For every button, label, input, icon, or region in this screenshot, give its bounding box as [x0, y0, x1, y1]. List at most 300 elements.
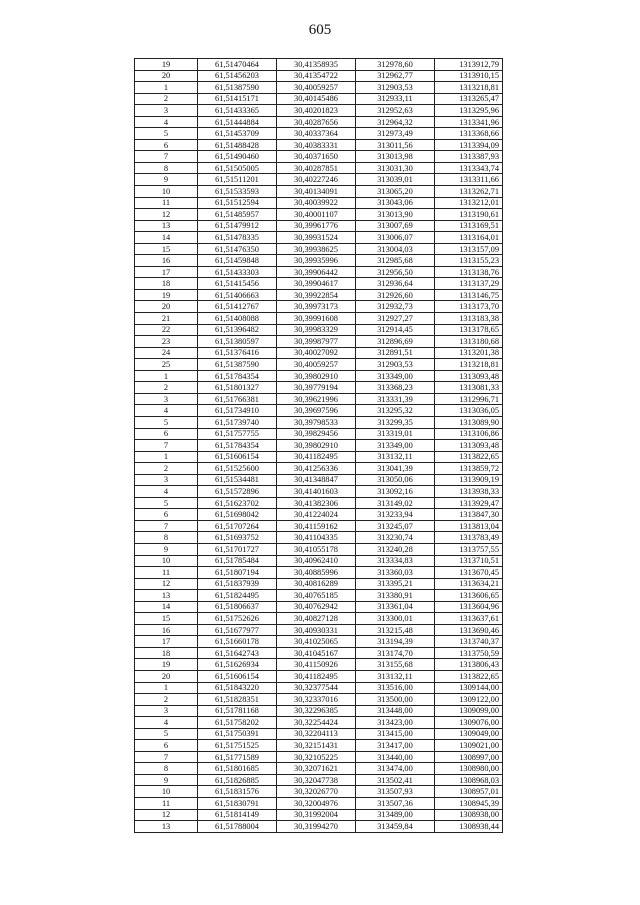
y-coordinate-cell: 1309144,00	[435, 682, 503, 694]
x-coordinate-cell: 313448,00	[356, 705, 435, 717]
y-coordinate-cell: 1313138,76	[435, 266, 503, 278]
latitude-cell: 61,51485957	[198, 209, 277, 221]
longitude-cell: 30,40027092	[277, 347, 356, 359]
latitude-cell: 61,51788004	[198, 821, 277, 833]
point-number-cell: 19	[135, 289, 198, 301]
longitude-cell: 30,40134091	[277, 186, 356, 198]
point-number-cell: 9	[135, 543, 198, 555]
latitude-cell: 61,51806637	[198, 601, 277, 613]
point-number-cell: 20	[135, 301, 198, 313]
x-coordinate-cell: 313300,01	[356, 613, 435, 625]
y-coordinate-cell: 1308938,44	[435, 821, 503, 833]
y-coordinate-cell: 1313201,38	[435, 347, 503, 359]
latitude-cell: 61,51412767	[198, 301, 277, 313]
longitude-cell: 30,41256336	[277, 463, 356, 475]
point-number-cell: 4	[135, 116, 198, 128]
point-number-cell: 4	[135, 717, 198, 729]
y-coordinate-cell: 1308938,00	[435, 809, 503, 821]
x-coordinate-cell: 313240,28	[356, 543, 435, 555]
x-coordinate-cell: 313132,11	[356, 670, 435, 682]
longitude-cell: 30,40145486	[277, 93, 356, 105]
latitude-cell: 61,51707264	[198, 520, 277, 532]
x-coordinate-cell: 312973,49	[356, 128, 435, 140]
x-coordinate-cell: 312926,60	[356, 289, 435, 301]
y-coordinate-cell: 1313343,74	[435, 162, 503, 174]
table-row	[135, 728, 503, 740]
x-coordinate-cell: 312964,32	[356, 116, 435, 128]
x-coordinate-cell: 313423,00	[356, 717, 435, 729]
y-coordinate-cell: 1313740,37	[435, 636, 503, 648]
table-row	[135, 590, 503, 602]
table-row	[135, 220, 503, 232]
x-coordinate-cell: 313500,00	[356, 694, 435, 706]
latitude-cell: 61,51693752	[198, 532, 277, 544]
latitude-cell: 61,51698042	[198, 509, 277, 521]
table-row	[135, 393, 503, 405]
y-coordinate-cell: 1308957,01	[435, 786, 503, 798]
point-number-cell: 16	[135, 624, 198, 636]
table-row	[135, 636, 503, 648]
longitude-cell: 30,41224024	[277, 509, 356, 521]
table-row	[135, 139, 503, 151]
longitude-cell: 30,40001107	[277, 209, 356, 221]
latitude-cell: 61,51623702	[198, 497, 277, 509]
table-row	[135, 359, 503, 371]
latitude-cell: 61,51814149	[198, 809, 277, 821]
latitude-cell: 61,51470464	[198, 59, 277, 71]
table-row	[135, 520, 503, 532]
point-number-cell: 13	[135, 590, 198, 602]
table-row	[135, 624, 503, 636]
point-number-cell: 14	[135, 232, 198, 244]
x-coordinate-cell: 313440,00	[356, 751, 435, 763]
point-number-cell: 6	[135, 740, 198, 752]
longitude-cell: 30,39991608	[277, 313, 356, 325]
x-coordinate-cell: 312903,53	[356, 82, 435, 94]
longitude-cell: 30,40337364	[277, 128, 356, 140]
table-row	[135, 197, 503, 209]
table-row	[135, 405, 503, 417]
point-number-cell: 16	[135, 255, 198, 267]
y-coordinate-cell: 1313311,66	[435, 174, 503, 186]
table-row	[135, 786, 503, 798]
x-coordinate-cell: 313380,91	[356, 590, 435, 602]
point-number-cell: 2	[135, 463, 198, 475]
y-coordinate-cell: 1313806,43	[435, 659, 503, 671]
table-row	[135, 428, 503, 440]
longitude-cell: 30,39987977	[277, 336, 356, 348]
y-coordinate-cell: 1313093,48	[435, 370, 503, 382]
x-coordinate-cell: 312936,64	[356, 278, 435, 290]
latitude-cell: 61,51766381	[198, 393, 277, 405]
table-row	[135, 440, 503, 452]
table-row	[135, 509, 503, 521]
longitude-cell: 30,40227246	[277, 174, 356, 186]
point-number-cell: 11	[135, 798, 198, 810]
table-row	[135, 70, 503, 82]
point-number-cell: 17	[135, 636, 198, 648]
point-number-cell: 2	[135, 382, 198, 394]
point-number-cell: 7	[135, 751, 198, 763]
x-coordinate-cell: 313013,98	[356, 151, 435, 163]
point-number-cell: 9	[135, 774, 198, 786]
y-coordinate-cell: 1313262,71	[435, 186, 503, 198]
y-coordinate-cell: 1313757,55	[435, 543, 503, 555]
x-coordinate-cell: 312978,60	[356, 59, 435, 71]
latitude-cell: 61,51459848	[198, 255, 277, 267]
latitude-cell: 61,51757755	[198, 428, 277, 440]
point-number-cell: 6	[135, 509, 198, 521]
longitude-cell: 30,39961776	[277, 220, 356, 232]
longitude-cell: 30,40765185	[277, 590, 356, 602]
page-number: 605	[308, 22, 332, 38]
x-coordinate-cell: 313459,84	[356, 821, 435, 833]
latitude-cell: 61,51828351	[198, 694, 277, 706]
longitude-cell: 30,39938625	[277, 243, 356, 255]
latitude-cell: 61,51739740	[198, 416, 277, 428]
y-coordinate-cell: 1313218,81	[435, 359, 503, 371]
x-coordinate-cell: 313215,48	[356, 624, 435, 636]
x-coordinate-cell: 312914,45	[356, 324, 435, 336]
y-coordinate-cell: 1313164,01	[435, 232, 503, 244]
x-coordinate-cell: 313502,41	[356, 774, 435, 786]
point-number-cell: 6	[135, 428, 198, 440]
y-coordinate-cell: 1313690,46	[435, 624, 503, 636]
latitude-cell: 61,51771589	[198, 751, 277, 763]
coordinates-table	[134, 58, 503, 833]
longitude-cell: 30,40383331	[277, 139, 356, 151]
y-coordinate-cell: 1312996,71	[435, 393, 503, 405]
y-coordinate-cell: 1313169,51	[435, 220, 503, 232]
y-coordinate-cell: 1313155,23	[435, 255, 503, 267]
x-coordinate-cell: 312891,51	[356, 347, 435, 359]
latitude-cell: 61,51807194	[198, 567, 277, 579]
longitude-cell: 30,39802910	[277, 370, 356, 382]
point-number-cell: 2	[135, 93, 198, 105]
y-coordinate-cell: 1313938,33	[435, 486, 503, 498]
x-coordinate-cell: 313507,93	[356, 786, 435, 798]
x-coordinate-cell: 312933,11	[356, 93, 435, 105]
y-coordinate-cell: 1313670,45	[435, 567, 503, 579]
longitude-cell: 30,40371650	[277, 151, 356, 163]
longitude-cell: 30,40039922	[277, 197, 356, 209]
point-number-cell: 9	[135, 174, 198, 186]
longitude-cell: 30,41382306	[277, 497, 356, 509]
y-coordinate-cell: 1308997,00	[435, 751, 503, 763]
point-number-cell: 1	[135, 82, 198, 94]
point-number-cell: 6	[135, 139, 198, 151]
y-coordinate-cell: 1313859,72	[435, 463, 503, 475]
y-coordinate-cell: 1313190,61	[435, 209, 503, 221]
table-row	[135, 59, 503, 71]
latitude-cell: 61,51396482	[198, 324, 277, 336]
y-coordinate-cell: 1309076,00	[435, 717, 503, 729]
x-coordinate-cell: 312952,63	[356, 105, 435, 117]
table-row	[135, 128, 503, 140]
x-coordinate-cell: 313041,39	[356, 463, 435, 475]
x-coordinate-cell: 313230,74	[356, 532, 435, 544]
x-coordinate-cell: 313039,01	[356, 174, 435, 186]
latitude-cell: 61,51701727	[198, 543, 277, 555]
latitude-cell: 61,51758202	[198, 717, 277, 729]
longitude-cell: 30,32337016	[277, 694, 356, 706]
table-row	[135, 186, 503, 198]
point-number-cell: 10	[135, 555, 198, 567]
x-coordinate-cell: 313474,00	[356, 763, 435, 775]
point-number-cell: 8	[135, 162, 198, 174]
point-number-cell: 19	[135, 659, 198, 671]
y-coordinate-cell: 1313813,04	[435, 520, 503, 532]
latitude-cell: 61,51801327	[198, 382, 277, 394]
y-coordinate-cell: 1313368,66	[435, 128, 503, 140]
x-coordinate-cell: 313065,20	[356, 186, 435, 198]
latitude-cell: 61,51830791	[198, 798, 277, 810]
point-number-cell: 13	[135, 220, 198, 232]
point-number-cell: 22	[135, 324, 198, 336]
point-number-cell: 5	[135, 728, 198, 740]
table-row	[135, 82, 503, 94]
y-coordinate-cell: 1313847,30	[435, 509, 503, 521]
table-row	[135, 613, 503, 625]
x-coordinate-cell: 313516,00	[356, 682, 435, 694]
point-number-cell: 15	[135, 613, 198, 625]
table-row	[135, 601, 503, 613]
x-coordinate-cell: 313295,32	[356, 405, 435, 417]
point-number-cell: 13	[135, 821, 198, 833]
x-coordinate-cell: 313132,11	[356, 451, 435, 463]
x-coordinate-cell: 313417,00	[356, 740, 435, 752]
longitude-cell: 30,32204113	[277, 728, 356, 740]
y-coordinate-cell: 1313218,81	[435, 82, 503, 94]
longitude-cell: 30,41401603	[277, 486, 356, 498]
latitude-cell: 61,51376416	[198, 347, 277, 359]
table-row	[135, 543, 503, 555]
point-number-cell: 8	[135, 763, 198, 775]
y-coordinate-cell: 1313173,70	[435, 301, 503, 313]
point-number-cell: 19	[135, 59, 198, 71]
y-coordinate-cell: 1313089,90	[435, 416, 503, 428]
table-row	[135, 682, 503, 694]
point-number-cell: 11	[135, 197, 198, 209]
longitude-cell: 30,39621996	[277, 393, 356, 405]
longitude-cell: 30,32047738	[277, 774, 356, 786]
table-row	[135, 382, 503, 394]
x-coordinate-cell: 313299,35	[356, 416, 435, 428]
longitude-cell: 30,39779194	[277, 382, 356, 394]
table-row	[135, 717, 503, 729]
y-coordinate-cell: 1313212,01	[435, 197, 503, 209]
table-row	[135, 347, 503, 359]
table-row	[135, 532, 503, 544]
y-coordinate-cell: 1313394,09	[435, 139, 503, 151]
latitude-cell: 61,51785484	[198, 555, 277, 567]
y-coordinate-cell: 1309099,00	[435, 705, 503, 717]
table-row	[135, 151, 503, 163]
latitude-cell: 61,51750391	[198, 728, 277, 740]
table-row	[135, 174, 503, 186]
x-coordinate-cell: 312962,77	[356, 70, 435, 82]
longitude-cell: 30,41358935	[277, 59, 356, 71]
latitude-cell: 61,51752626	[198, 613, 277, 625]
y-coordinate-cell: 1313265,47	[435, 93, 503, 105]
y-coordinate-cell: 1313783,49	[435, 532, 503, 544]
longitude-cell: 30,40201823	[277, 105, 356, 117]
longitude-cell: 30,32004976	[277, 798, 356, 810]
x-coordinate-cell: 313361,04	[356, 601, 435, 613]
coordinates-table-body	[135, 59, 503, 833]
x-coordinate-cell: 312956,50	[356, 266, 435, 278]
latitude-cell: 61,51512594	[198, 197, 277, 209]
latitude-cell: 61,51380597	[198, 336, 277, 348]
point-number-cell: 20	[135, 70, 198, 82]
table-row	[135, 232, 503, 244]
x-coordinate-cell: 312985,68	[356, 255, 435, 267]
y-coordinate-cell: 1313710,51	[435, 555, 503, 567]
point-number-cell: 5	[135, 416, 198, 428]
point-number-cell: 18	[135, 278, 198, 290]
y-coordinate-cell: 1313637,61	[435, 613, 503, 625]
y-coordinate-cell: 1308980,00	[435, 763, 503, 775]
latitude-cell: 61,51525600	[198, 463, 277, 475]
longitude-cell: 30,32151431	[277, 740, 356, 752]
table-row	[135, 670, 503, 682]
x-coordinate-cell: 313194,39	[356, 636, 435, 648]
x-coordinate-cell: 313245,07	[356, 520, 435, 532]
longitude-cell: 30,39931524	[277, 232, 356, 244]
table-row	[135, 705, 503, 717]
y-coordinate-cell: 1313604,96	[435, 601, 503, 613]
y-coordinate-cell: 1313106,86	[435, 428, 503, 440]
table-row	[135, 567, 503, 579]
point-number-cell: 23	[135, 336, 198, 348]
table-row	[135, 474, 503, 486]
table-row	[135, 336, 503, 348]
latitude-cell: 61,51453709	[198, 128, 277, 140]
point-number-cell: 17	[135, 266, 198, 278]
longitude-cell: 30,39829456	[277, 428, 356, 440]
latitude-cell: 61,51415171	[198, 93, 277, 105]
longitude-cell: 30,32377544	[277, 682, 356, 694]
x-coordinate-cell: 313011,56	[356, 139, 435, 151]
table-row	[135, 416, 503, 428]
x-coordinate-cell: 313007,69	[356, 220, 435, 232]
y-coordinate-cell: 1313180,68	[435, 336, 503, 348]
longitude-cell: 30,32296385	[277, 705, 356, 717]
latitude-cell: 61,51387590	[198, 82, 277, 94]
longitude-cell: 30,41348847	[277, 474, 356, 486]
table-row	[135, 243, 503, 255]
y-coordinate-cell: 1313341,96	[435, 116, 503, 128]
table-row	[135, 289, 503, 301]
point-number-cell: 7	[135, 520, 198, 532]
y-coordinate-cell: 1313606,65	[435, 590, 503, 602]
longitude-cell: 30,40816289	[277, 578, 356, 590]
longitude-cell: 30,40885996	[277, 567, 356, 579]
longitude-cell: 30,32026770	[277, 786, 356, 798]
latitude-cell: 61,51843220	[198, 682, 277, 694]
latitude-cell: 61,51476350	[198, 243, 277, 255]
y-coordinate-cell: 1313750,59	[435, 647, 503, 659]
table-row	[135, 278, 503, 290]
latitude-cell: 61,51415456	[198, 278, 277, 290]
y-coordinate-cell: 1313295,96	[435, 105, 503, 117]
longitude-cell: 30,40287851	[277, 162, 356, 174]
longitude-cell: 30,32071621	[277, 763, 356, 775]
latitude-cell: 61,51511201	[198, 174, 277, 186]
x-coordinate-cell: 313334,83	[356, 555, 435, 567]
x-coordinate-cell: 313050,06	[356, 474, 435, 486]
point-number-cell: 15	[135, 243, 198, 255]
point-number-cell: 4	[135, 486, 198, 498]
point-number-cell: 3	[135, 474, 198, 486]
longitude-cell: 30,39906442	[277, 266, 356, 278]
latitude-cell: 61,51478335	[198, 232, 277, 244]
table-row	[135, 578, 503, 590]
x-coordinate-cell: 313331,39	[356, 393, 435, 405]
longitude-cell: 30,41182495	[277, 451, 356, 463]
y-coordinate-cell: 1313093,48	[435, 440, 503, 452]
point-number-cell: 21	[135, 313, 198, 325]
table-row	[135, 751, 503, 763]
point-number-cell: 5	[135, 128, 198, 140]
point-number-cell: 14	[135, 601, 198, 613]
longitude-cell: 30,31992004	[277, 809, 356, 821]
point-number-cell: 4	[135, 405, 198, 417]
x-coordinate-cell: 313319,01	[356, 428, 435, 440]
y-coordinate-cell: 1309049,00	[435, 728, 503, 740]
x-coordinate-cell: 313395,21	[356, 578, 435, 590]
point-number-cell: 11	[135, 567, 198, 579]
latitude-cell: 61,51784354	[198, 370, 277, 382]
latitude-cell: 61,51490460	[198, 151, 277, 163]
latitude-cell: 61,51408088	[198, 313, 277, 325]
latitude-cell: 61,51801685	[198, 763, 277, 775]
table-row	[135, 486, 503, 498]
latitude-cell: 61,51751525	[198, 740, 277, 752]
point-number-cell: 24	[135, 347, 198, 359]
point-number-cell: 3	[135, 393, 198, 405]
x-coordinate-cell: 313349,00	[356, 440, 435, 452]
x-coordinate-cell: 312903,53	[356, 359, 435, 371]
table-row	[135, 266, 503, 278]
longitude-cell: 30,40962410	[277, 555, 356, 567]
table-row	[135, 774, 503, 786]
point-number-cell: 1	[135, 451, 198, 463]
table-row	[135, 763, 503, 775]
latitude-cell: 61,51824495	[198, 590, 277, 602]
x-coordinate-cell: 313013,90	[356, 209, 435, 221]
latitude-cell: 61,51433303	[198, 266, 277, 278]
latitude-cell: 61,51387590	[198, 359, 277, 371]
x-coordinate-cell: 313415,00	[356, 728, 435, 740]
table-row	[135, 451, 503, 463]
latitude-cell: 61,51781168	[198, 705, 277, 717]
point-number-cell: 1	[135, 682, 198, 694]
point-number-cell: 7	[135, 440, 198, 452]
x-coordinate-cell: 313174,70	[356, 647, 435, 659]
latitude-cell: 61,51837939	[198, 578, 277, 590]
longitude-cell: 30,39922854	[277, 289, 356, 301]
latitude-cell: 61,51488428	[198, 139, 277, 151]
x-coordinate-cell: 313092,16	[356, 486, 435, 498]
table-row	[135, 313, 503, 325]
table-row	[135, 255, 503, 267]
table-row	[135, 209, 503, 221]
longitude-cell: 30,32105225	[277, 751, 356, 763]
y-coordinate-cell: 1309122,00	[435, 694, 503, 706]
x-coordinate-cell: 313233,94	[356, 509, 435, 521]
latitude-cell: 61,51406663	[198, 289, 277, 301]
